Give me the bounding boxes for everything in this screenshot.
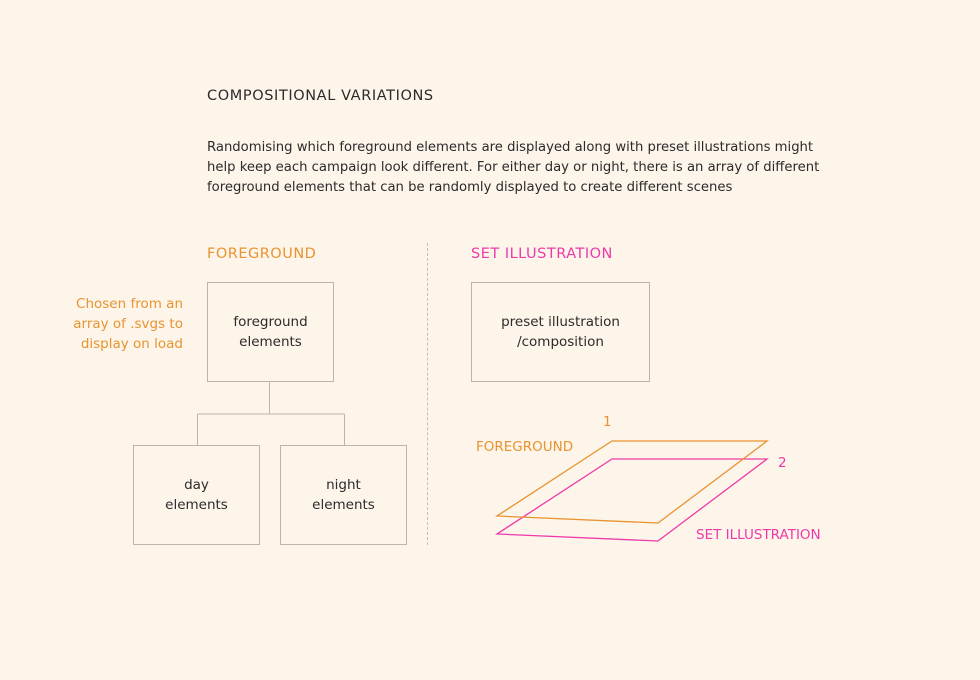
day-box-line-2: elements <box>165 497 228 513</box>
night-elements-box <box>280 445 407 545</box>
foreground-elements-box <box>207 282 334 382</box>
section-description: Randomising which foreground elements are displayed along with preset illustrations might help keep each campaign look different. For either day or night, there is an array of different foreground elements that can be randomly displayed to create different scenes <box>207 140 820 195</box>
layer-number-2: 2 <box>778 455 787 471</box>
day-box-line-1: day <box>184 477 209 493</box>
foreground-box-line-1: foreground <box>233 314 308 330</box>
foreground-heading: FOREGROUND <box>207 246 317 262</box>
tree-connector <box>198 382 345 445</box>
day-elements-box <box>133 445 260 545</box>
foreground-layer-label: FOREGROUND <box>476 439 574 455</box>
layer-number-1: 1 <box>603 414 612 430</box>
preset-box-line-1: preset illustration <box>501 314 620 330</box>
preset-illustration-box <box>471 282 650 382</box>
foreground-box-line-2: elements <box>239 334 302 350</box>
set-illustration-heading: SET ILLUSTRATION <box>471 246 613 262</box>
preset-box-line-2: /composition <box>517 334 604 350</box>
night-box-line-1: night <box>326 477 361 493</box>
column-divider <box>427 243 428 545</box>
set-illustration-layer-label: SET ILLUSTRATION <box>696 527 821 543</box>
svg-array-note: Chosen from an array of .svgs to display on load <box>73 296 183 352</box>
night-box-line-2: elements <box>312 497 375 513</box>
section-title: COMPOSITIONAL VARIATIONS <box>207 88 434 104</box>
